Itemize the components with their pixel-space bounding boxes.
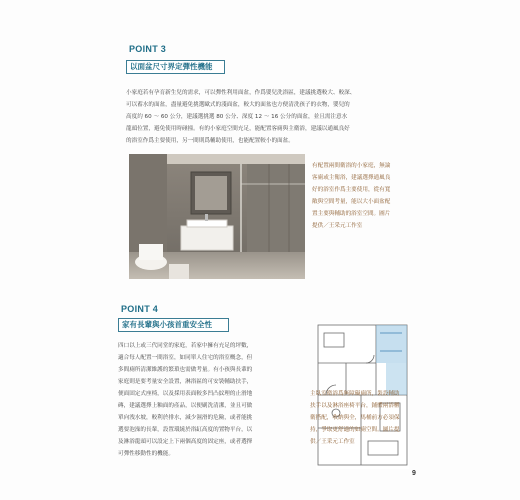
point-4-heading: POINT 4	[121, 304, 159, 314]
point-4-caption	[310, 388, 412, 448]
body-line: 磚，建議選擇上釉面的產品，以便刷洗清潔，並且可做	[118, 403, 253, 409]
body-line: 單向洩水坡，較利於排水，減少濕滑的危險，或者能挑	[118, 415, 253, 421]
body-line: 小家庭若有孕育新生兒的需求，可以彈性利用面盆，作爲嬰兒洗浴區，建議挑選較大、較深、	[126, 90, 356, 96]
body-line: 便面固定式座椅，以及採用表面較多凹凸紋理的止滑地	[118, 391, 253, 397]
body-line: 的浴室作爲主要使用，另一間則爲輔助使用，也能配置較小的面盆。	[126, 138, 294, 144]
point-4-subtitle: 家有長輩與小孩首重安全性	[118, 318, 229, 332]
point-3-heading: POINT 3	[129, 44, 167, 54]
caption-line: 扶手以及淋浴座椅平台，鋪體兩浴櫃	[310, 403, 400, 409]
body-line: 可以蓄水的面盆，盡量避免挑選歐式的淺面盆，較大的面盆也方便清洗孩子的衣物，嬰兒的	[126, 102, 350, 108]
caption-line: 主臥室衛浴爲無障礙廁所，裝設輔助	[310, 391, 400, 397]
point-3-subtitle: 以面盆尺寸界定彈性機能	[126, 60, 225, 74]
bathroom-photo-graphic	[129, 154, 305, 279]
page-number: 9	[412, 470, 416, 477]
caption-line: 持，爭取更舒適的如廁空間。圖片提	[310, 427, 400, 433]
caption-line: 衛搭配，收納與全，馬桶前方必須保	[310, 415, 400, 421]
body-line: 家庭則是要考量安全設置，淋浴區的可安裝輔助扶手，	[118, 379, 253, 385]
bathroom-photo	[129, 154, 305, 279]
caption-line: 好的浴室作爲主要使用，從有寬	[312, 187, 391, 193]
body-line: 選要泡澡的長輩，設置環繞於浴缸高度的置物平台，以	[118, 427, 253, 433]
caption-line: 供／王采元工作室	[310, 439, 355, 445]
caption-line: 提供／王采元工作室	[312, 223, 363, 229]
body-line: 高度約 60 ～ 60 公分，建議選挑選 80 公分、深度 12 ～ 16 公分的面盆，並且需注意水	[126, 114, 348, 120]
body-line: 可彈性移動性的機能。	[118, 451, 174, 457]
body-line: 多間廁所清潔維護的繁瑣也需做考量。有小孩與長輩的	[118, 367, 253, 373]
body-line: 四口以上或三代同堂的家庭，若家中擁有充足的坪數，	[118, 343, 253, 349]
point-3-body	[126, 87, 411, 147]
point-4-body	[118, 340, 308, 460]
point-3-caption	[312, 160, 412, 232]
body-line: 適合每人配置一間浴室，如同單人住宅的浴室概念，但	[118, 355, 253, 361]
caption-line: 敞與空間考量，能以大小面盆配	[312, 199, 391, 205]
caption-line: 有配置兩間衛浴的小家庭，無論	[312, 163, 391, 169]
body-line: 及淋浴龍頭可以設定上下兩個高度的固定座，或者選擇	[118, 439, 253, 445]
body-line: 龍頭位置，避免使用時碰撞。有的小家庭空間充足，能配置客廁與主衛浴，建議以通風良好	[126, 126, 350, 132]
caption-line: 客廁或主衛浴，建議選擇通風良	[312, 175, 391, 181]
caption-line: 置主要與輔助的浴室空間。圖片	[312, 211, 391, 217]
